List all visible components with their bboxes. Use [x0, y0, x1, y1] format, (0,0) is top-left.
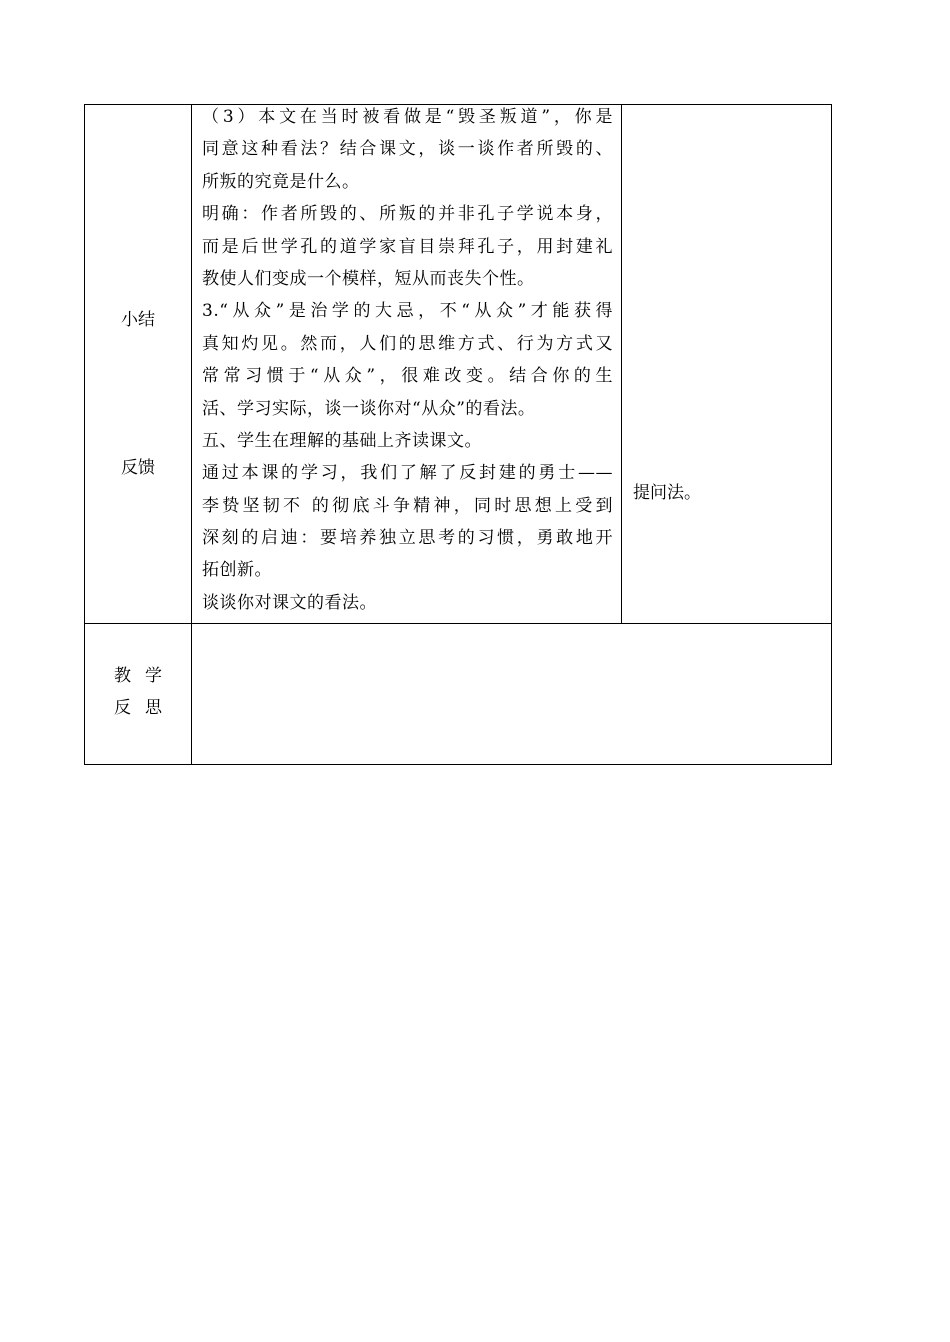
content-line: 教使人们变成一个模样，短从而丧失个性。	[202, 268, 535, 289]
content-line: 所叛的究竟是什么。	[202, 171, 360, 192]
content-line: 五、学生在理解的基础上齐读课文。	[202, 430, 482, 451]
content-line: 真知灼见。然而，人们的思维方式、行为方式又	[202, 333, 613, 354]
summary-label: 小结	[121, 310, 155, 330]
content-line: 谈谈你对课文的看法。	[202, 592, 377, 613]
reflection-label-cell	[85, 624, 192, 765]
reflection-label	[85, 660, 191, 724]
lesson-plan-table	[84, 104, 832, 765]
reflection-label-line2: 反思	[114, 698, 176, 719]
content-line: （3）本文在当时被看做是“毁圣叛道”，你是	[202, 107, 613, 127]
content-line: 深刻的启迪：要培养独立思考的习惯，勇敢地开	[202, 528, 613, 549]
reflection-content-cell	[192, 624, 832, 765]
content-line: 而是后世学孔的道学家盲目崇拜孔子，用封建礼	[202, 236, 613, 257]
content-line: 拓创新。	[202, 560, 272, 581]
method-cell	[622, 105, 832, 624]
feedback-label: 反馈	[121, 458, 155, 478]
content-line: 通过本课的学习，我们了解了反封建的勇士——	[202, 463, 613, 484]
content-line: 活、学习实际，谈一谈你对“从众”的看法。	[202, 398, 536, 419]
summary-feedback-row	[85, 105, 832, 624]
content-line: 常常习惯于“从众”，很难改变。结合你的生	[202, 366, 613, 387]
summary-content	[202, 105, 613, 623]
summary-label-cell	[85, 105, 192, 624]
reflection-label-line1: 教学	[114, 666, 176, 687]
reflection-row	[85, 624, 832, 765]
content-line: 3.“从众”是治学的大忌，不“从众”才能获得	[202, 301, 613, 322]
content-line: 明确：作者所毁的、所叛的并非孔子学说本身，	[202, 204, 613, 225]
summary-content-cell	[192, 105, 622, 624]
content-line: 同意这种看法？结合课文，谈一谈作者所毁的、	[202, 139, 613, 160]
method-text: 提问法。	[633, 483, 701, 503]
content-line: 李贽坚韧不 的彻底斗争精神，同时思想上受到	[202, 495, 613, 516]
